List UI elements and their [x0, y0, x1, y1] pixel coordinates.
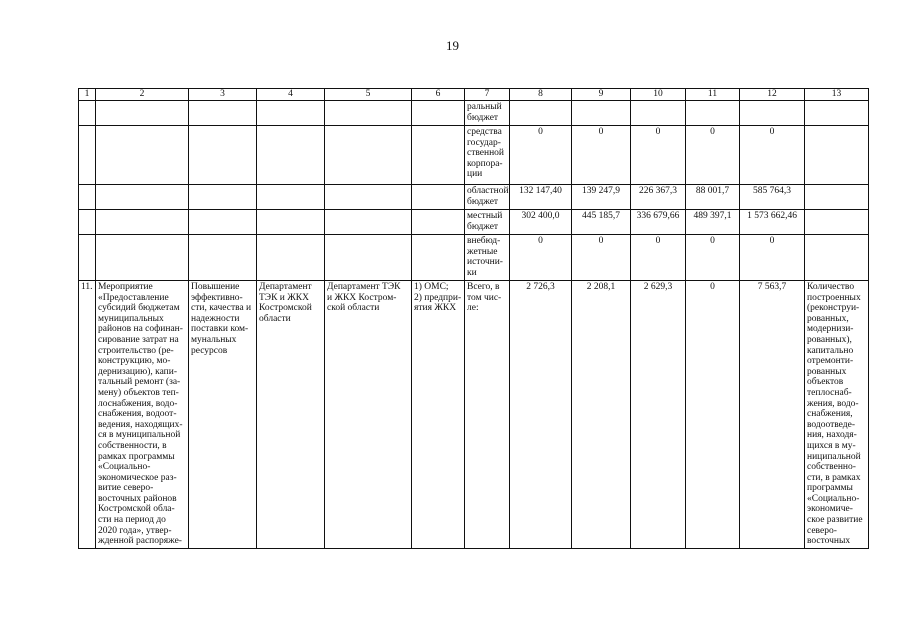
measure-description: Мероприятие «Предоставление субсидий бюджетам муниципальных районов на софинан- сирование затрат на строительство (ре- конструкцию, мо- дернизацию), капи- тальный ремонт (за- мену) объектов теп- лоснабжения, водо- снабжения, водоот- ведения, находящих- ся в муниципальной собственности, в рамках программы «Социально- экономическое раз- витие северо- восточных районов Костромской обла- сти на период до 2020 года», утвер- жденной распоряже- [96, 281, 189, 549]
column-header: 9 [572, 89, 631, 101]
column-header: 7 [465, 89, 510, 101]
responsible-executor: Департамент ТЭК и ЖКХ Костромской области [257, 281, 325, 549]
value-cell: 7 563,7 [740, 281, 805, 549]
value-cell: 302 400,0 [510, 210, 572, 235]
column-header: 5 [325, 89, 412, 101]
value-cell: 0 [572, 126, 631, 185]
column-header: 6 [412, 89, 465, 101]
header-row [79, 89, 869, 101]
page-number: 19 [446, 38, 459, 53]
funding-source: ральный бюджет [465, 101, 510, 126]
value-cell: 0 [510, 126, 572, 185]
table-row [79, 210, 869, 235]
funding-source: средства государ- ственной корпора- ции [465, 126, 510, 185]
expected-result: Количество построенных (реконструи- рованных, модернизи- рованных), капитально отремонти- рованных объектов теплоснаб- жения, водо- снабжения, водоотведе- ния, находя- щихся в му- ниципальной собственно- сти, в рамках программы «Социально- экономиче- ское развитие северо- восточных [805, 281, 869, 549]
funding-source: областной бюджет [465, 185, 510, 210]
value-cell: 2 208,1 [572, 281, 631, 549]
value-cell: 0 [510, 235, 572, 281]
participants: 1) ОМС; 2) предпри- ятия ЖКХ [412, 281, 465, 549]
value-cell: 0 [631, 126, 686, 185]
table-row [79, 126, 869, 185]
value-cell: 445 185,7 [572, 210, 631, 235]
row-number: 11. [79, 281, 96, 549]
funding-source: внебюд- жетные источни- ки [465, 235, 510, 281]
table-row [79, 185, 869, 210]
column-header: 10 [631, 89, 686, 101]
column-header: 8 [510, 89, 572, 101]
column-header: 12 [740, 89, 805, 101]
program-table [78, 88, 869, 549]
value-cell: 88 001,7 [686, 185, 740, 210]
co-executor: Департамент ТЭК и ЖКХ Костром- ской области [325, 281, 412, 549]
value-cell: 139 247,9 [572, 185, 631, 210]
value-cell: 0 [686, 281, 740, 549]
value-cell: 1 573 662,46 [740, 210, 805, 235]
value-cell: 132 147,40 [510, 185, 572, 210]
column-header: 2 [96, 89, 189, 101]
value-cell: 336 679,66 [631, 210, 686, 235]
value-cell: 0 [740, 126, 805, 185]
table-row [79, 101, 869, 126]
value-cell: 0 [572, 235, 631, 281]
value-cell: 0 [686, 126, 740, 185]
funding-source: местный бюджет [465, 210, 510, 235]
value-cell: 226 367,3 [631, 185, 686, 210]
value-cell: 2 726,3 [510, 281, 572, 549]
column-header: 3 [189, 89, 257, 101]
value-cell: 0 [686, 235, 740, 281]
value-cell: 0 [631, 235, 686, 281]
value-cell: 0 [740, 235, 805, 281]
funding-source: Всего, в том чис- ле: [465, 281, 510, 549]
value-cell: 585 764,3 [740, 185, 805, 210]
column-header: 13 [805, 89, 869, 101]
measure-goal: Повышение эффективно- сти, качества и надежности поставки ком- мунальных ресурсов [189, 281, 257, 549]
value-cell: 489 397,1 [686, 210, 740, 235]
column-header: 1 [79, 89, 96, 101]
column-header: 11 [686, 89, 740, 101]
table-row [79, 235, 869, 281]
table-row-measure-11 [79, 281, 869, 549]
value-cell: 2 629,3 [631, 281, 686, 549]
column-header: 4 [257, 89, 325, 101]
